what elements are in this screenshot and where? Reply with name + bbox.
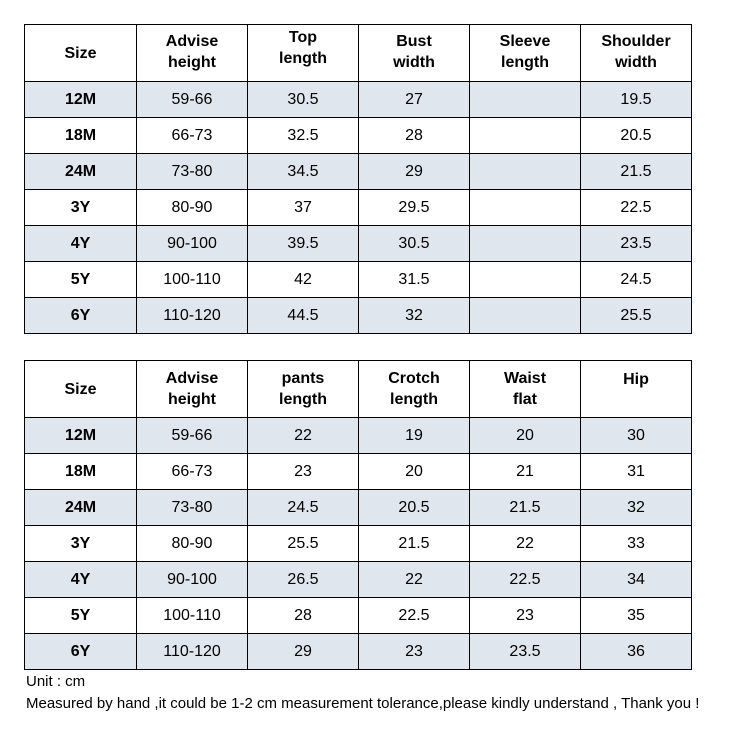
table-cell: 22	[359, 562, 470, 598]
table-cell: 21	[470, 454, 581, 490]
size-cell: 12M	[25, 82, 137, 118]
size-cell: 5Y	[25, 598, 137, 634]
table-cell: 90-100	[137, 226, 248, 262]
table-cell: 22.5	[359, 598, 470, 634]
table-cell: 32	[581, 490, 692, 526]
table-cell	[470, 190, 581, 226]
table-cell: 23	[248, 454, 359, 490]
table-cell: 32.5	[248, 118, 359, 154]
table-cell: 20	[470, 418, 581, 454]
table-cell: 19	[359, 418, 470, 454]
table-cell: 37	[248, 190, 359, 226]
table-cell: 110-120	[137, 634, 248, 670]
table-row	[25, 418, 692, 454]
size-cell: 6Y	[25, 298, 137, 334]
table-cell: 22	[470, 526, 581, 562]
table-cell: 23	[470, 598, 581, 634]
table-cell: 100-110	[137, 598, 248, 634]
table-cell: 22	[248, 418, 359, 454]
table-cell	[470, 118, 581, 154]
size-cell: 3Y	[25, 526, 137, 562]
size-cell: 24M	[25, 154, 137, 190]
table-cell: 25.5	[248, 526, 359, 562]
table-cell: 73-80	[137, 154, 248, 190]
table-row	[25, 154, 692, 190]
table-row	[25, 562, 692, 598]
header-advise-height: Advise height	[137, 361, 248, 418]
table-cell	[470, 226, 581, 262]
size-cell: 6Y	[25, 634, 137, 670]
size-cell: 5Y	[25, 262, 137, 298]
table-cell: 28	[248, 598, 359, 634]
header-top-length: Top length	[248, 25, 359, 82]
table-cell: 90-100	[137, 562, 248, 598]
table-cell: 22.5	[470, 562, 581, 598]
table-row	[25, 598, 692, 634]
table-cell: 110-120	[137, 298, 248, 334]
table-cell: 44.5	[248, 298, 359, 334]
table-row	[25, 634, 692, 670]
header-hip: Hip	[581, 361, 692, 418]
table-cell: 59-66	[137, 82, 248, 118]
unit-note: Unit : cm	[26, 673, 86, 690]
table-cell: 20	[359, 454, 470, 490]
table-cell: 66-73	[137, 118, 248, 154]
table-cell: 20.5	[359, 490, 470, 526]
table-cell: 35	[581, 598, 692, 634]
table-cell: 80-90	[137, 526, 248, 562]
table-row	[25, 226, 692, 262]
header-sleeve-length: Sleeve length	[470, 25, 581, 82]
size-cell: 18M	[25, 118, 137, 154]
table-row	[25, 190, 692, 226]
table-cell: 19.5	[581, 82, 692, 118]
table-cell: 66-73	[137, 454, 248, 490]
header-waist-flat: Waist flat	[470, 361, 581, 418]
table-cell: 21.5	[581, 154, 692, 190]
table-cell: 25.5	[581, 298, 692, 334]
table-cell	[470, 82, 581, 118]
table-row	[25, 454, 692, 490]
header-pants-length: pants length	[248, 361, 359, 418]
table-cell: 30.5	[248, 82, 359, 118]
size-cell: 4Y	[25, 562, 137, 598]
table-cell: 23.5	[470, 634, 581, 670]
table-cell	[470, 298, 581, 334]
table-cell: 33	[581, 526, 692, 562]
table-cell: 100-110	[137, 262, 248, 298]
table-cell: 29	[359, 154, 470, 190]
table-cell: 22.5	[581, 190, 692, 226]
table-row	[25, 262, 692, 298]
table-cell: 24.5	[581, 262, 692, 298]
table-cell: 23.5	[581, 226, 692, 262]
tolerance-note: Measured by hand ,it could be 1-2 cm measurement tolerance,please kindly understand , Thank you !	[26, 695, 700, 712]
table-cell: 36	[581, 634, 692, 670]
size-cell: 24M	[25, 490, 137, 526]
header-size: Size	[25, 25, 137, 82]
table-cell: 59-66	[137, 418, 248, 454]
table-cell: 30	[581, 418, 692, 454]
table-cell: 26.5	[248, 562, 359, 598]
table-cell: 73-80	[137, 490, 248, 526]
table-cell: 27	[359, 82, 470, 118]
table-cell: 80-90	[137, 190, 248, 226]
header-size: Size	[25, 361, 137, 418]
header-advise-height: Advise height	[137, 25, 248, 82]
size-cell: 12M	[25, 418, 137, 454]
table-row	[25, 118, 692, 154]
top-table-header-row	[25, 25, 692, 82]
header-shoulder-width: Shoulder width	[581, 25, 692, 82]
table-cell: 32	[359, 298, 470, 334]
table-cell: 21.5	[359, 526, 470, 562]
table-cell: 39.5	[248, 226, 359, 262]
table-cell: 34	[581, 562, 692, 598]
table-row	[25, 526, 692, 562]
table-cell	[470, 262, 581, 298]
size-cell: 18M	[25, 454, 137, 490]
bottom-size-table	[24, 360, 692, 670]
table-cell: 28	[359, 118, 470, 154]
table-cell: 29	[248, 634, 359, 670]
table-cell: 34.5	[248, 154, 359, 190]
header-bust-width: Bust width	[359, 25, 470, 82]
table-row	[25, 298, 692, 334]
header-crotch-length: Crotch length	[359, 361, 470, 418]
table-cell: 21.5	[470, 490, 581, 526]
table-cell: 23	[359, 634, 470, 670]
table-cell: 31.5	[359, 262, 470, 298]
table-row	[25, 82, 692, 118]
table-cell: 24.5	[248, 490, 359, 526]
bottom-table-header-row	[25, 361, 692, 418]
table-cell: 31	[581, 454, 692, 490]
table-cell: 20.5	[581, 118, 692, 154]
table-cell: 30.5	[359, 226, 470, 262]
size-cell: 4Y	[25, 226, 137, 262]
table-cell: 29.5	[359, 190, 470, 226]
size-cell: 3Y	[25, 190, 137, 226]
table-row	[25, 490, 692, 526]
table-cell: 42	[248, 262, 359, 298]
top-size-table	[24, 24, 692, 334]
table-cell	[470, 154, 581, 190]
